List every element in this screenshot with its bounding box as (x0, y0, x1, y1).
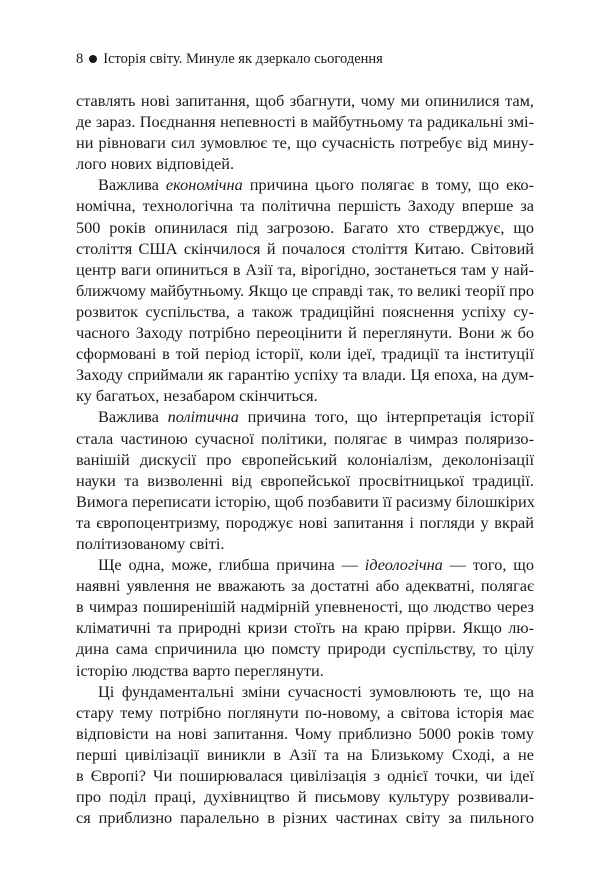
text-line: ни рівноваги сил зумовлює те, що сучасність потребує від мину- (76, 133, 534, 153)
page-number: 8 (76, 51, 84, 67)
text-line: де зараз. Поєднання непевності в майбутньому та радикальні змі- (76, 112, 534, 132)
text-line: Важлива економічна причина цього полягає в тому, що еко- (98, 175, 534, 195)
text-line: стару тему потрібно поглянути по-новому, а світова історія має (76, 702, 534, 722)
text-line: Вимога переписати історію, щоб позбавити її расизму білошкірих (76, 491, 535, 511)
running-title: Історія світу. Минуле як дзеркало сьогодення (103, 51, 383, 67)
text-line: відповісти на нові запитання. Чому приблизно 5000 років тому (76, 723, 534, 743)
text-line: часного Заходу потрібно переоцінити й переглянути. Вони ж бо (76, 323, 534, 343)
text-line: ближчому майбутньому. Якщо це справді так, то великі теорії про (76, 280, 534, 300)
text-line: центр ваги опиниться в Азії та, вірогідно, зостанеться там у най- (76, 259, 534, 279)
paragraph (76, 174, 534, 406)
text-line: Ще одна, може, глибша причина — ідеологічна — того, що (98, 555, 534, 575)
text-line: політизованому світі. (76, 533, 225, 553)
text-line: науки та визволенні від європейської просвітницької традиції. (76, 470, 534, 490)
text-line: століття США скінчилося й почалося століття Китаю. Світовий (76, 238, 534, 258)
emphasis: економічна (165, 175, 243, 195)
text-line: Важлива політична причина того, що інтерпретація історії (98, 407, 534, 427)
text-line: лого нових відповідей. (76, 154, 235, 174)
emphasis: ідеологічна (364, 555, 443, 575)
text-line: сформовані в той період історії, коли ідеї, традиції та інституції (76, 344, 534, 364)
emphasis: політична (167, 407, 239, 427)
paragraph (76, 90, 534, 174)
text-line: ся приблизно паралельно в різних частинах світу за пильного (76, 808, 534, 828)
text-line: 500 років опинилася під загрозою. Багато хто стверджує, що (76, 217, 534, 237)
text-line: ку багатьох, незабаром скінчиться. (76, 386, 318, 406)
text-line: номічна, технологічна та політична першість Заходу вперше за (76, 196, 534, 216)
text-line: дина сама спричинила цю помсту природи суспільству, то цілу (76, 639, 534, 659)
paragraph (76, 681, 534, 829)
running-header (76, 50, 383, 68)
paragraph (76, 554, 534, 681)
text-line: стала частиною сучасної політики, полягає в чимраз поляризо- (76, 428, 534, 448)
text-line: розвиток суспільства, а також традиційні пояснення успіху су- (76, 301, 534, 321)
text-line: та європоцентризму, породжує нові запитання і погляди у вкрай (76, 512, 534, 532)
body-text (76, 90, 534, 828)
text-line: перші цивілізації виникли в Азії та на Близькому Сході, а не (76, 744, 534, 764)
text-line: наявні уявлення не вважають за достатні або адекватні, полягає (76, 576, 534, 596)
text-line: про поділ праці, духівництво й письмову культуру розвивали- (76, 787, 534, 807)
bullet-icon (89, 55, 97, 63)
text-line: Заходу сприймали як гарантію успіху та влади. Ця епоха, на дум- (76, 365, 534, 385)
text-line: ванішій дискусії про європейський колоніалізм, деколонізації (76, 449, 534, 469)
paragraph (76, 406, 534, 554)
text-line: Ці фундаментальні зміни сучасності зумовлюють те, що на (98, 681, 534, 701)
text-line: кліматичні та природні кризи стоїть на краю прірви. Якщо лю- (76, 618, 534, 638)
text-line: в Європі? Чи поширювалася цивілізація з однієї точки, чи ідеї (76, 766, 534, 785)
text-line: історію людства варто переглянути. (76, 660, 324, 680)
text-line: ставлять нові запитання, щоб збагнути, чому ми опинилися там, (76, 91, 534, 110)
text-line: в чимраз поширенішій надмірній упевненості, що людство через (76, 597, 534, 617)
